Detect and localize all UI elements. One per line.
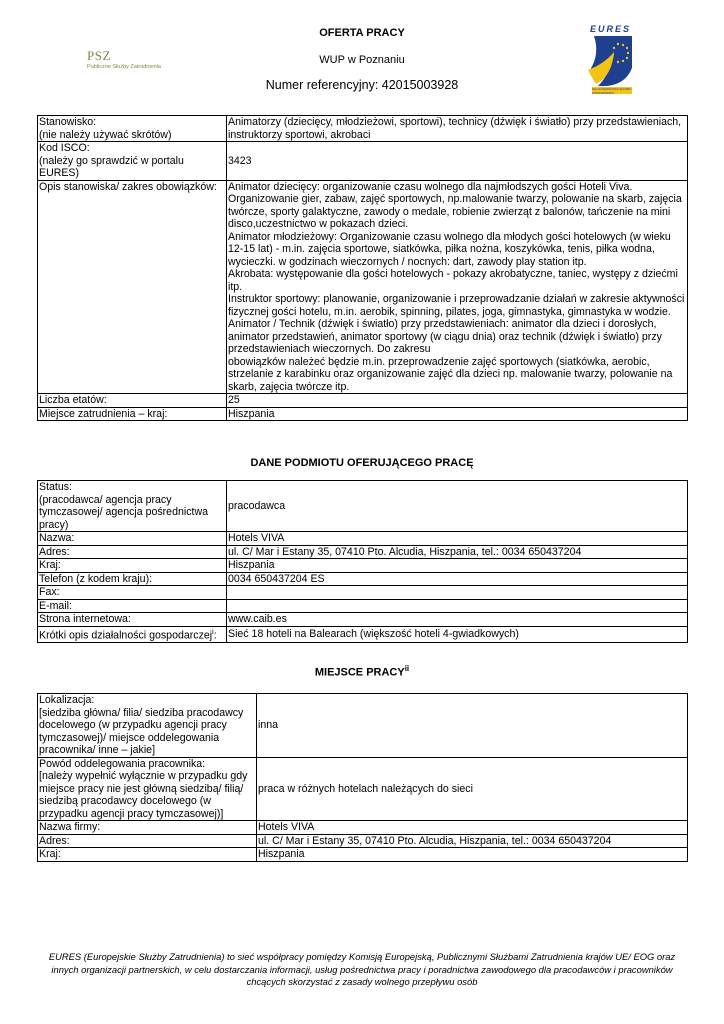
table-row xyxy=(38,848,688,862)
table-row xyxy=(38,481,688,532)
table-row xyxy=(38,821,688,835)
fax-value xyxy=(227,586,688,600)
footer-note: EURES (Europejskie Służby Zatrudnienia) to sieć współpracy pomiędzy Komisją Europejską, Publicznymi Służbami Zatrudnienia krajów UE/ EOG oraz innych organizacji partnerskich, w celu dostarczania informacji, usług pośrednictwa pracy i poradnictwa zawodowego dla pracodawców i pracowników chcących skorzystać z zasady wolnego przepływu osób xyxy=(48,951,676,987)
offer-table xyxy=(37,115,688,421)
table-row xyxy=(38,407,688,421)
employer-table xyxy=(37,480,688,643)
psz-logo-subtitle: Publiczne Służby Zatrudnienia xyxy=(87,64,161,70)
workplace-country-value: Hiszpania xyxy=(227,407,688,421)
eures-logo-text: EURES xyxy=(590,24,632,34)
business-description-label-text: Krótki opis działalności gospodarczej xyxy=(39,629,213,642)
table-row xyxy=(38,559,688,573)
vacancies-value: 25 xyxy=(227,394,688,408)
table-row xyxy=(38,116,688,142)
workplace-address-label: Adres: xyxy=(38,834,257,848)
company-name-value: Hotels VIVA xyxy=(257,821,688,835)
position-value: Animatorzy (dziecięcy, młodzieżowi, sportowi), technicy (dźwięk i światło) przy przedstawieniach, instruktorzy sportowi, akrobaci xyxy=(227,116,688,142)
psz-logo-text: PSZ xyxy=(87,48,111,63)
employer-country-label: Kraj: xyxy=(38,559,227,573)
table-row xyxy=(38,572,688,586)
status-label: Status: (pracodawca/ agencja pracy tymczasowej/ agencja pośrednictwa pracy) xyxy=(38,481,227,532)
employer-country-value: Hiszpania xyxy=(227,559,688,573)
table-row xyxy=(38,694,688,758)
website-label: Strona internetowa: xyxy=(38,613,227,627)
workplace-country-value-2: Hiszpania xyxy=(257,848,688,862)
vacancies-label: Liczba etatów: xyxy=(38,394,227,408)
delegation-reason-value: praca w różnych hotelach należących do sieci xyxy=(257,757,688,821)
description-value: Animator dziecięcy: organizowanie czasu wolnego dla najmłodszych gości Hoteli Viva. Organizowanie gier, zabaw, zajęć sportowych, np.malowanie twarzy, polowanie na skarb, zajęcia twórcze, sporty galaktyczne, zawody o medale, robienie zwierząt z balonów, tańczenie na mini disco,uczestnictwo w pokazach dzieci. Animator młodzieżowy: Organizowanie czasu wolnego dla młodych gości hotelowych (w wieku 12-15 lat) - m.in. zajęcia sportowe, siatkówka, piłka nożna, koszykówka, tenis, piłka wodna, wycieczki. w godzinach wieczornych / nocnych: dart, zawody play station itp. Akrobata: występowanie dla gości hotelowych - pokazy akrobatyczne, taniec, występy z dziećmi itp. Instruktor sportowy: planowanie, organizowanie i przeprowadzanie działań w zakresie aktywności fizycznej gości hotelu, m.in. aerobik, spinning, pilates, joga, gimnastyka, gimnastyka w wodzie. Animator / Technik (dźwięk i światło) przy przedstawieniach: animator dla dzieci i dorosłych, animator przedstawień, animator sportowy (w ciągu dnia) oraz technik (dźwięk i światło) przy przedstawieniach wieczornych. Do zakresu obowiązków należeć będzie m.in. przeprowadzenie zajęć sportowych (siatkówka, aerobic, strzelanie z karabinku oraz organizowanie zajęć dla dzieci np. malowanie twarzy, polowanie na skarb, zajęcia twórcze itp. xyxy=(227,180,688,394)
office-name: WUP w Poznaniu xyxy=(319,54,405,66)
employer-address-label: Adres: xyxy=(38,545,227,559)
phone-value: 0034 650437204 ES xyxy=(227,572,688,586)
table-row xyxy=(38,142,688,181)
delegation-reason-label: Powód oddelegowania pracownika: [należy wypełnić wyłącznie w przypadku gdy miejsce pracy nie jest główną siedzibą/ filią/ siedzibą pracodawcy docelowego (w przypadku agencji pracy tymczasowej)] xyxy=(38,757,257,821)
reference-number: Numer referencyjny: 42015003928 xyxy=(265,78,459,92)
table-row xyxy=(38,834,688,848)
website-value: www.caib.es xyxy=(227,613,688,627)
workplace-address-value: ul. C/ Mar i Estany 35, 07410 Pto. Alcudia, Hiszpania, tel.: 0034 650437204 xyxy=(257,834,688,848)
footnote-marker: i xyxy=(212,628,214,636)
position-label: Stanowisko: (nie należy używać skrótów) xyxy=(38,116,227,142)
table-row xyxy=(38,586,688,600)
employer-name-value: Hotels VIVA xyxy=(227,532,688,546)
workplace-country-label: Miejsce zatrudnienia – kraj: xyxy=(38,407,227,421)
description-label: Opis stanowiska/ zakres obowiązków: xyxy=(38,180,227,394)
isco-value: 3423 xyxy=(227,142,688,181)
business-description-label xyxy=(38,626,227,642)
psz-logo xyxy=(87,48,187,72)
business-description-label-suffix: : xyxy=(213,629,217,642)
status-value: pracodawca xyxy=(227,481,688,532)
table-row xyxy=(38,626,688,642)
company-name-label: Nazwa firmy: xyxy=(38,821,257,835)
table-row xyxy=(38,180,688,394)
table-row xyxy=(38,545,688,559)
table-row xyxy=(38,532,688,546)
table-row xyxy=(38,757,688,821)
phone-label: Telefon (z kodem kraju): xyxy=(38,572,227,586)
employer-address-value: ul. C/ Mar i Estany 35, 07410 Pto. Alcudia, Hiszpania, tel.: 0034 650437204 xyxy=(227,545,688,559)
isco-label: Kod ISCO: (należy go sprawdzić w portalu EURES) xyxy=(38,142,227,181)
employer-section-title: DANE PODMIOTU OFERUJĄCEGO PRACĘ xyxy=(250,457,474,469)
table-row xyxy=(38,394,688,408)
location-value: inna xyxy=(257,694,688,758)
footnote-marker: ii xyxy=(404,664,410,673)
fax-label: Fax: xyxy=(38,586,227,600)
business-description-value: Sieć 18 hoteli na Balearach (większość hoteli 4-gwiadkowych) xyxy=(227,626,688,642)
workplace-section-title-wrap xyxy=(0,664,724,679)
location-label: Lokalizacja: [siedziba główna/ filia/ siedziba pracodawcy docelowego (w przypadku agencji pracy tymczasowej)/ miejsce oddelegowania pracownika/ inne – jakie] xyxy=(38,694,257,758)
workplace-country-label-2: Kraj: xyxy=(38,848,257,862)
eures-logo-subtitle: Sieć EUROPEJSKA SŁUŻBA ZATRUDNIENIA xyxy=(592,88,632,94)
eures-emblem-icon xyxy=(584,24,636,96)
table-row xyxy=(38,613,688,627)
document-title: OFERTA PRACY xyxy=(319,27,405,39)
email-value xyxy=(227,599,688,613)
workplace-table xyxy=(37,693,688,862)
email-label: E-mail: xyxy=(38,599,227,613)
workplace-section-title: MIEJSCE PRACY xyxy=(314,666,405,679)
table-row xyxy=(38,599,688,613)
eures-logo xyxy=(584,24,636,96)
employer-name-label: Nazwa: xyxy=(38,532,227,546)
